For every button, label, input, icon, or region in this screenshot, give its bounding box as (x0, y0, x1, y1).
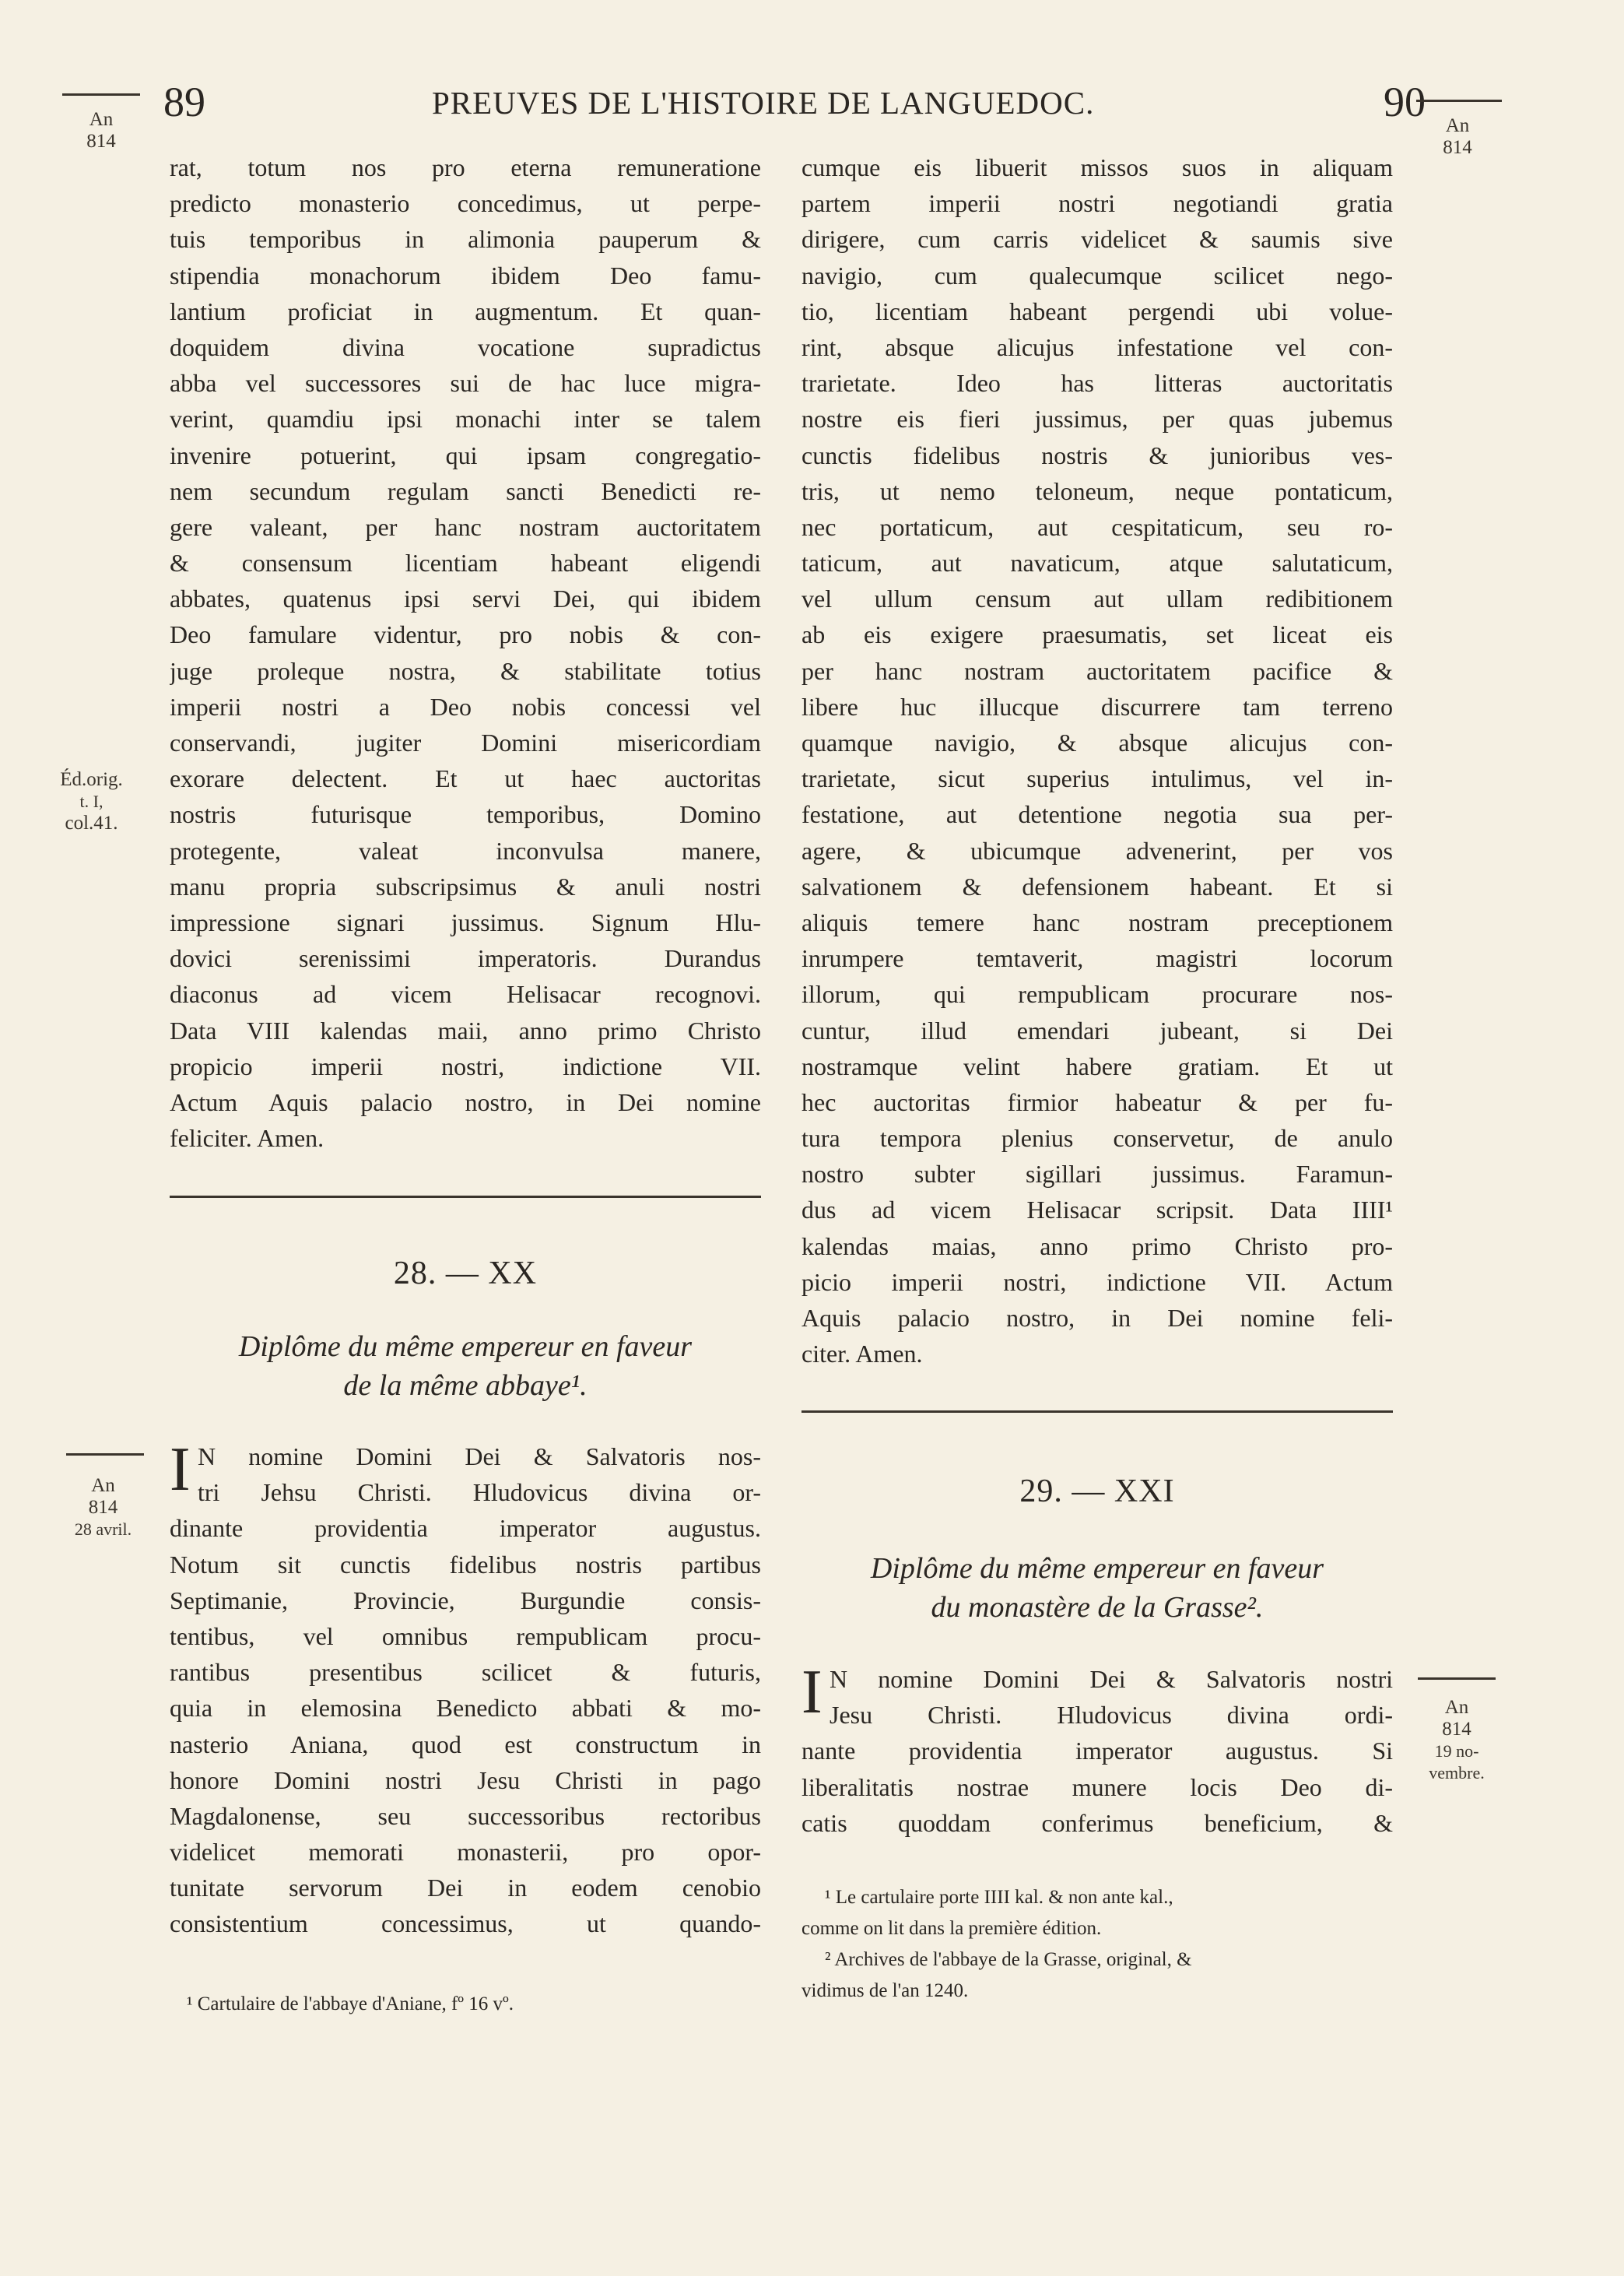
section-number-28: 28. — XX (393, 1256, 538, 1291)
text-line: tunitate servorum Dei in eodem cenobio (170, 1874, 761, 1902)
margin-note-right-mid: An 814 19 no- vembre. (1429, 1697, 1485, 1783)
text-line: nante providentia imperator augustus. Si (801, 1737, 1393, 1765)
text-line: tentibus, vel omnibus rempublicam procu- (170, 1621, 761, 1650)
text-line: consistentium concessimus, ut quando- (170, 1909, 761, 1938)
text-line: nec portaticum, aut cespitaticum, seu ro- (801, 512, 1393, 541)
text-line: conservandi, jugiter Domini misericordiam (170, 729, 761, 757)
text-line: tris, ut nemo teloneum, neque pontaticum, (801, 476, 1393, 505)
text-line: Jesu Christi. Hludovicus divina ordi- (830, 1701, 1393, 1730)
text-line: picio imperii nostri, indictione VII. Actum (801, 1267, 1393, 1296)
text-line: Aquis palacio nostro, in Dei nomine feli- (801, 1304, 1393, 1332)
text-line: cunctis fidelibus nostris & junioribus ves- (801, 441, 1393, 469)
text-line: quia in elemosina Benedicto abbati & mo- (170, 1694, 761, 1723)
text-line: invenire potuerint, qui ipsam congregatio- (170, 441, 761, 469)
section-divider-left (170, 1196, 761, 1198)
text-line: catis quoddam conferimus beneficium, & (801, 1808, 1393, 1837)
text-line: hec auctoritas firmior habeatur & per fu- (801, 1087, 1393, 1116)
text-line: tuis temporibus in alimonia pauperum & (170, 225, 761, 254)
text-line: Magdalonense, seu successoribus rectoribus (170, 1801, 761, 1830)
text-line: diaconus ad vicem Helisacar recognovi. (170, 980, 761, 1009)
section-divider-right (801, 1410, 1393, 1413)
margin-note-left-mid: An 814 28 avril. (74, 1475, 132, 1539)
header-rule-left (62, 93, 140, 96)
text-line: rat, totum nos pro eterna remuneratione (170, 153, 761, 181)
text-line: trarietate. Ideo has litteras auctoritatis (801, 369, 1393, 398)
text-line: vel ullum censum aut ullam redibitionem (801, 585, 1393, 613)
right-text-block-1 (801, 149, 1393, 1372)
text-line: citer. Amen. (801, 1340, 923, 1368)
text-line: juge proleque nostra, & stabilitate totius (170, 656, 761, 685)
header-rule-right (1416, 100, 1502, 102)
text-line: predicto monasterio concedimus, ut perpe- (170, 189, 761, 218)
text-line: partem imperii nostri negotiandi gratia (801, 189, 1393, 218)
drop-cap-right: I (801, 1658, 823, 1726)
text-line: gere valeant, per hanc nostram auctoritatem (170, 512, 761, 541)
text-line: agere, & ubicumque advenerint, per vos (801, 836, 1393, 865)
left-text-block-2 (170, 1435, 761, 1942)
text-line: taticum, aut navaticum, atque salutaticum, (801, 549, 1393, 578)
text-line: verint, quamdiu ipsi monachi inter se talem (170, 405, 761, 434)
text-line: Septimanie, Provincie, Burgundie consis- (170, 1586, 761, 1614)
text-line: rint, absque alicujus infestatione vel con- (801, 332, 1393, 361)
text-line: abba vel successores sui de hac luce migra- (170, 369, 761, 398)
text-line: nostramque velint habere gratiam. Et ut (801, 1052, 1393, 1080)
margin-note-original-edition: Éd.orig. t. I, col.41. (60, 769, 123, 834)
text-line: impressione signari jussimus. Signum Hlu- (170, 908, 761, 936)
text-line: doquidem divina vocatione supradictus (170, 332, 761, 361)
footnote-2-line-2: vidimus de l'an 1240. (801, 1980, 969, 2001)
text-line: honore Domini nostri Jesu Christi in pago (170, 1765, 761, 1794)
text-line: kalendas maias, anno primo Christo pro- (801, 1231, 1393, 1260)
text-line: dus ad vicem Helisacar scripsit. Data IIII¹ (801, 1196, 1393, 1224)
text-line: stipendia monachorum ibidem Deo famu- (170, 261, 761, 290)
margin-rule-right (1418, 1677, 1496, 1680)
text-line: nostre eis fieri jussimus, per quas jubemus (801, 405, 1393, 434)
footnote-1-line-1: ¹ Le cartulaire porte IIII kal. & non ante kal., (825, 1887, 1173, 1908)
footnote-right (801, 1882, 1393, 2007)
running-title: PREUVES DE L'HISTOIRE DE LANGUEDOC. (432, 85, 1095, 121)
text-line: N nomine Domini Dei & Salvatoris nostri (830, 1665, 1393, 1693)
text-line: tio, licentiam habeant pergendi ubi volue- (801, 297, 1393, 325)
page-number-left: 89 (163, 79, 205, 125)
text-line: salvationem & defensionem habeant. Et si (801, 872, 1393, 901)
text-line: nostro subter sigillari jussimus. Faramun- (801, 1160, 1393, 1189)
text-line: dinante providentia imperator augustus. (170, 1514, 761, 1543)
text-line: quamque navigio, & absque alicujus con- (801, 729, 1393, 757)
text-line: inrumpere temtaverit, magistri locorum (801, 944, 1393, 973)
text-line: libere huc illucque discurrere tam terreno (801, 692, 1393, 721)
margin-note-right-top: An 814 (1443, 115, 1472, 158)
text-line: aliquis temere hanc nostram preceptionem (801, 908, 1393, 936)
text-line: cumque eis libuerit missos suos in aliquam (801, 153, 1393, 181)
text-line: manu propria subscripsimus & anuli nostri (170, 872, 761, 901)
text-line: dovici serenissimi imperatoris. Durandus (170, 944, 761, 973)
text-line: imperii nostri a Deo nobis concessi vel (170, 692, 761, 721)
section-title-29: Diplôme du même empereur en faveur du monastère de la Grasse². (870, 1552, 1324, 1624)
text-line: exorare delectent. Et ut haec auctoritas (170, 764, 761, 793)
margin-note-left-top: An 814 (86, 109, 116, 152)
text-line: Deo famulare videntur, pro nobis & con- (170, 620, 761, 649)
text-line: ab eis exigere praesumatis, set liceat eis (801, 620, 1393, 649)
text-line: rantibus presentibus scilicet & futuris, (170, 1658, 761, 1687)
text-line: per hanc nostram auctoritatem pacifice & (801, 656, 1393, 685)
text-line: liberalitatis nostrae munere locis Deo di- (801, 1772, 1393, 1801)
text-line: protegente, valeat inconvulsa manere, (170, 836, 761, 865)
text-line: illorum, qui rempublicam procurare nos- (801, 980, 1393, 1009)
text-line: nasterio Aniana, quod est constructum in (170, 1730, 761, 1758)
text-line: festatione, aut detentione negotia sua per- (801, 800, 1393, 829)
page-number-right: 90 (1384, 79, 1426, 125)
footnote-2-line-1: ² Archives de l'abbaye de la Grasse, original, & (825, 1949, 1192, 1970)
text-line: dirigere, cum carris videlicet & saumis sive (801, 225, 1393, 254)
text-line: Notum sit cunctis fidelibus nostris partibus (170, 1550, 761, 1579)
margin-rule-left (66, 1453, 144, 1456)
text-line: lantium proficiat in augmentum. Et quan- (170, 297, 761, 325)
text-line: feliciter. Amen. (170, 1124, 324, 1153)
left-text-block-1 (170, 149, 761, 1156)
text-line: propicio imperii nostri, indictione VII. (170, 1052, 761, 1080)
right-text-block-2 (801, 1658, 1393, 1841)
text-line: tura tempora plenius conservetur, de anulo (801, 1124, 1393, 1153)
drop-cap-left: I (170, 1435, 191, 1504)
section-title-28: Diplôme du même empereur en faveur de la même abbaye¹. (238, 1330, 693, 1402)
text-line: & consensum licentiam habeant eligendi (170, 549, 761, 578)
text-line: abbates, quatenus ipsi servi Dei, qui ibidem (170, 585, 761, 613)
footnote-left: ¹ Cartulaire de l'abbaye d'Aniane, fº 16 vº. (187, 1993, 514, 2014)
text-line: navigio, cum qualecumque scilicet nego- (801, 261, 1393, 290)
text-line: cuntur, illud emendari jubeant, si Dei (801, 1016, 1393, 1045)
text-line: trarietate, sicut superius intulimus, vel in- (801, 764, 1393, 793)
text-line: nostris futurisque temporibus, Domino (170, 800, 761, 829)
text-line: tri Jehsu Christi. Hludovicus divina or- (198, 1478, 761, 1507)
text-line: Data VIII kalendas maii, anno primo Christo (170, 1016, 761, 1045)
text-line: videlicet memorati monasterii, pro opor- (170, 1838, 761, 1867)
text-line: nem secundum regulam sancti Benedicti re- (170, 476, 761, 505)
text-line: N nomine Domini Dei & Salvatoris nos- (198, 1442, 761, 1470)
text-line: Actum Aquis palacio nostro, in Dei nomine (170, 1087, 761, 1116)
footnote-1-line-2: comme on lit dans la première édition. (801, 1918, 1102, 1939)
section-number-29: 29. — XXI (1019, 1473, 1175, 1509)
